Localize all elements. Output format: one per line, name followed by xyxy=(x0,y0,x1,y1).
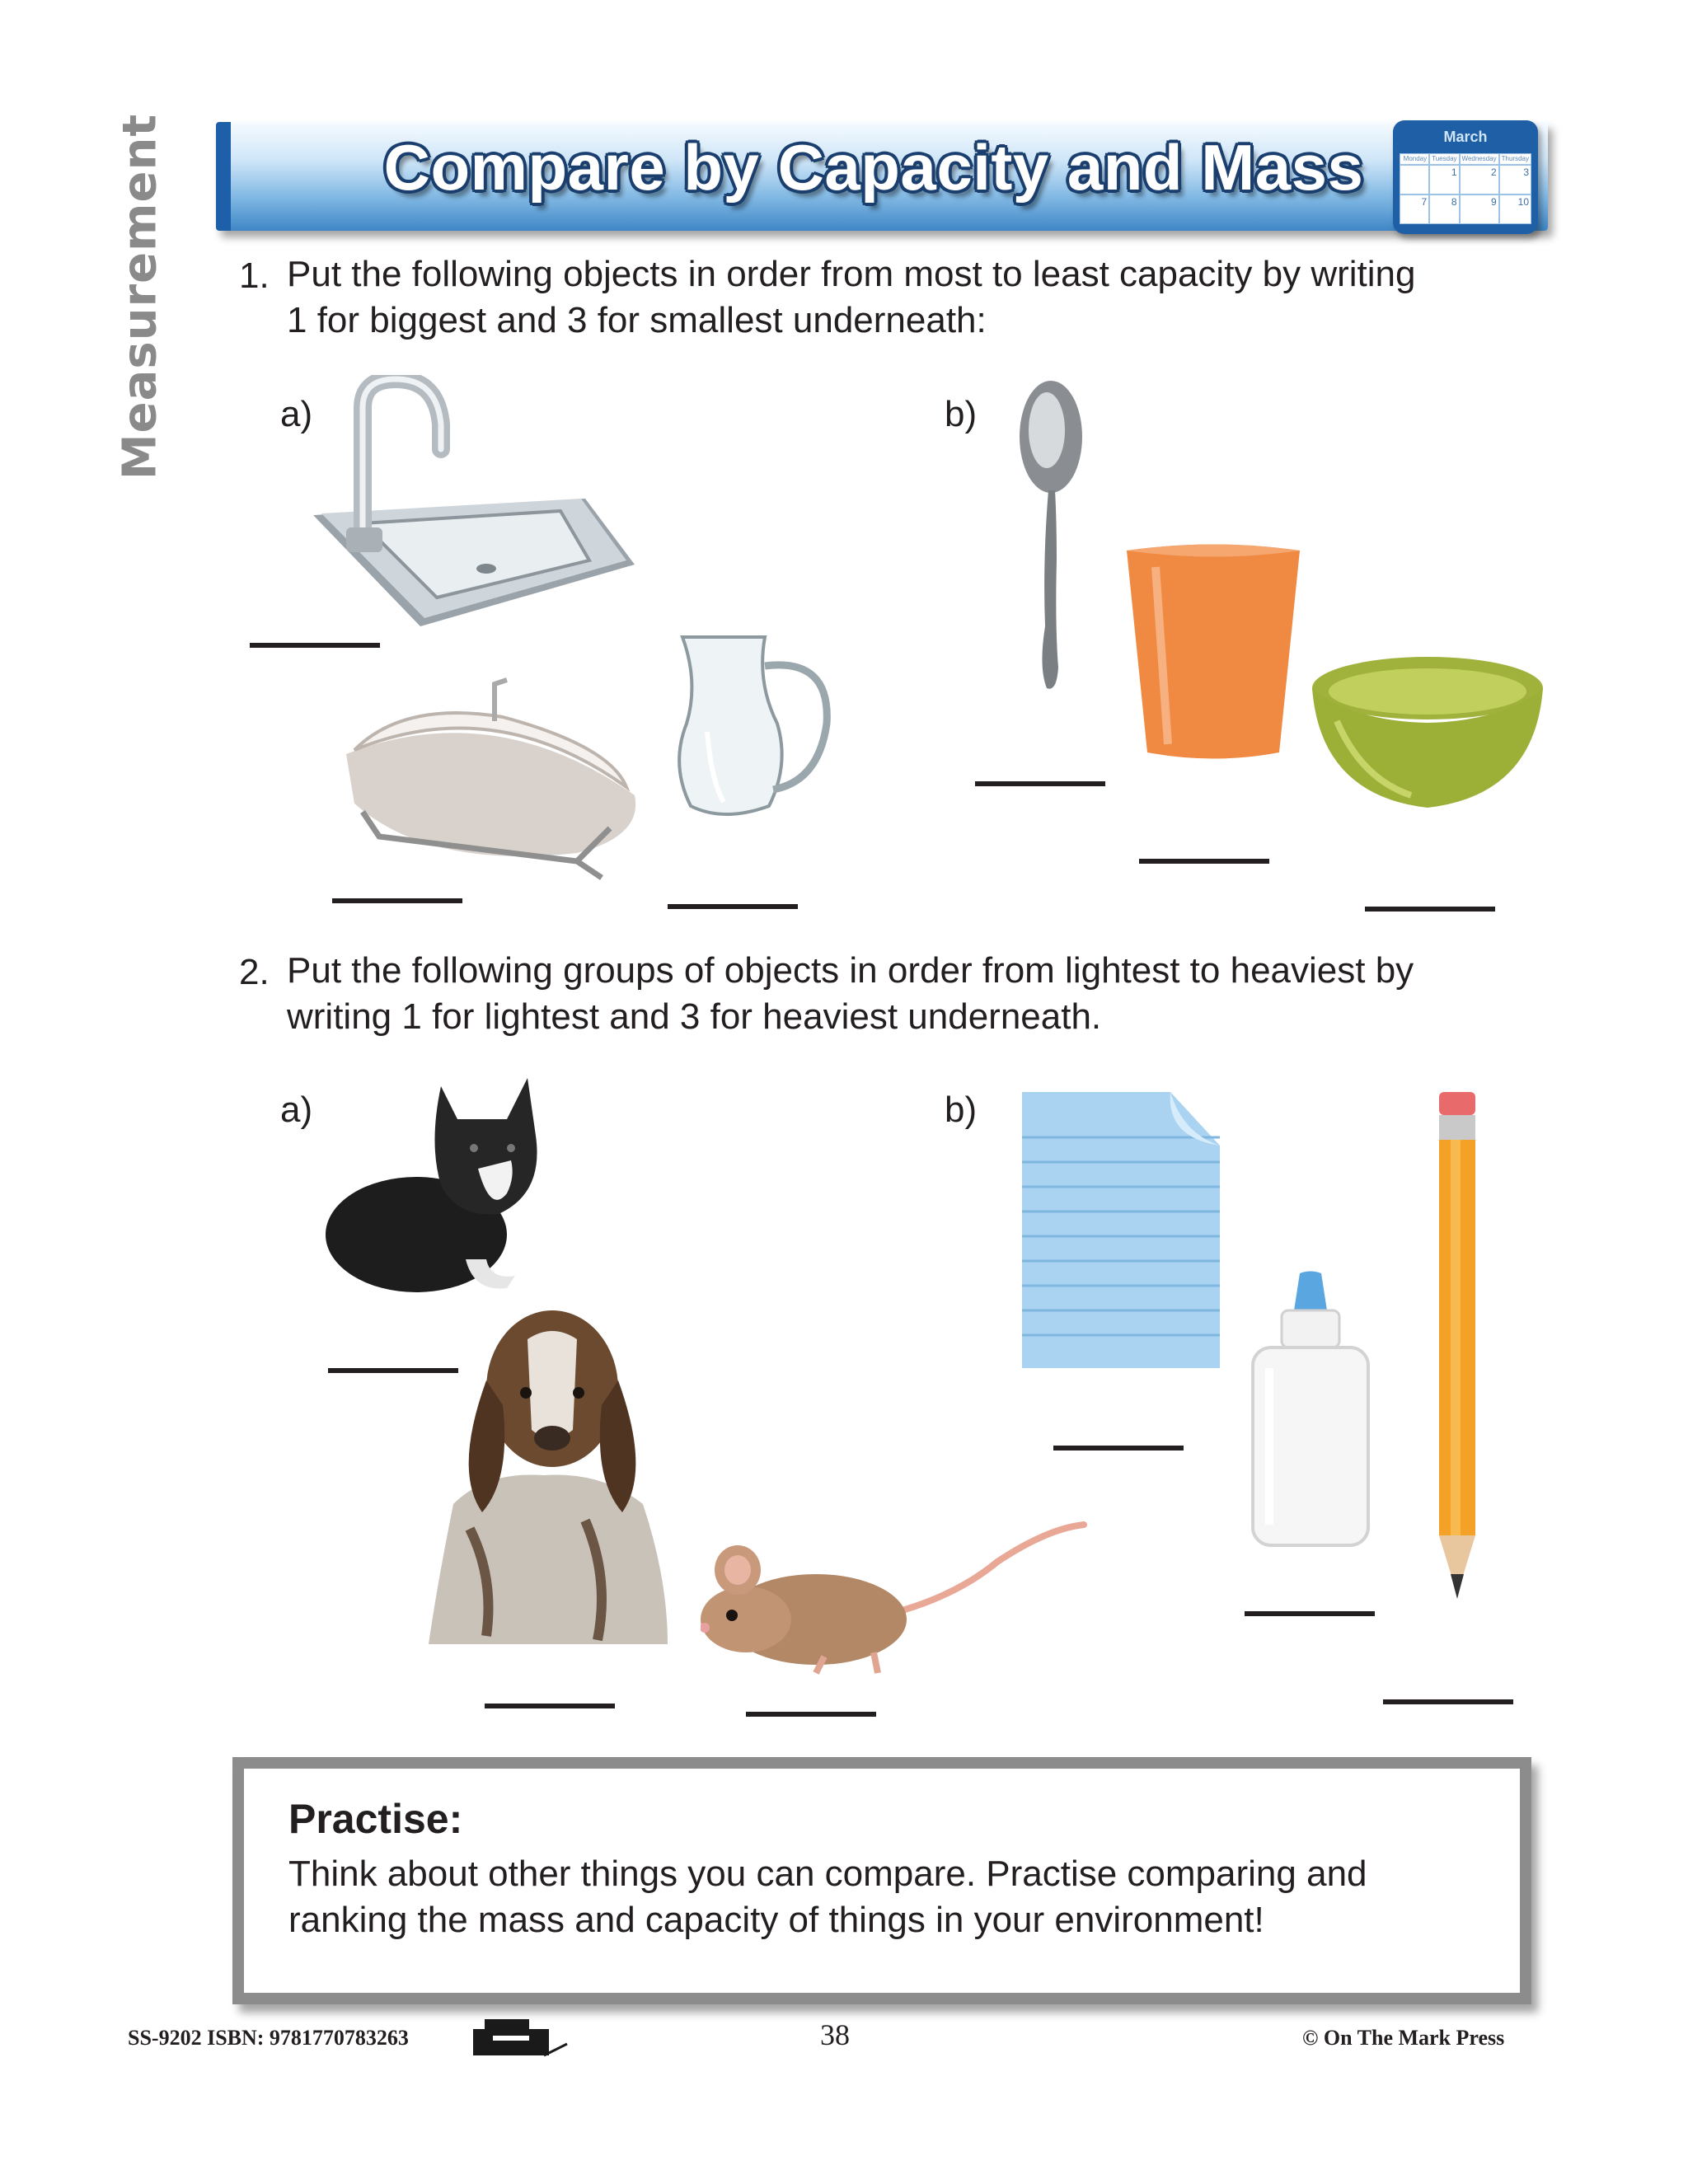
side-label-text: Measurement xyxy=(113,113,167,480)
question-1-line-1: Put the following objects in order from most to least capacity by writing xyxy=(287,254,1416,294)
sink-icon xyxy=(313,375,643,630)
calendar-date: 3 xyxy=(1499,165,1531,194)
footer-code: SS-9202 ISBN: 9781770783263 xyxy=(128,2026,409,2050)
answer-blank[interactable] xyxy=(485,1704,615,1708)
answer-blank[interactable] xyxy=(668,904,798,909)
bowl-icon xyxy=(1304,655,1551,812)
question-1-text xyxy=(287,251,1523,344)
cup-icon xyxy=(1123,542,1304,765)
question-2-line-2: writing 1 for lightest and 3 for heaviest underneath. xyxy=(287,996,1102,1037)
spoon-icon xyxy=(1006,379,1096,696)
question-2-number: 2. xyxy=(239,952,270,992)
calendar-day-header: Monday xyxy=(1400,153,1429,165)
answer-blank[interactable] xyxy=(1383,1699,1513,1704)
question-2-line-1: Put the following groups of objects in order from lightest to heaviest by xyxy=(287,950,1414,991)
answer-blank[interactable] xyxy=(1139,859,1269,864)
practise-line-2: ranking the mass and capacity of things in your environment! xyxy=(288,1900,1264,1940)
answer-blank[interactable] xyxy=(1053,1446,1184,1451)
mouse-icon xyxy=(701,1512,1088,1677)
calendar-grid xyxy=(1400,153,1531,224)
calendar-date: 2 xyxy=(1460,165,1499,194)
bathtub-icon xyxy=(330,672,651,886)
calendar-date: 9 xyxy=(1460,194,1499,224)
page-title: Compare by Capacity and Mass xyxy=(383,131,1364,204)
calendar-day-header: Wednesday xyxy=(1460,153,1499,165)
glue-bottle-icon xyxy=(1249,1269,1372,1549)
publisher-logo-icon xyxy=(471,2018,569,2059)
practise-title: Practise: xyxy=(288,1796,463,1842)
page-number: 38 xyxy=(820,2018,850,2051)
answer-blank[interactable] xyxy=(250,643,380,648)
pencil-icon xyxy=(1432,1088,1482,1607)
calendar-day-header: Tuesday xyxy=(1429,153,1459,165)
notepad-icon xyxy=(1018,1088,1224,1372)
answer-blank[interactable] xyxy=(1365,907,1495,912)
calendar-date: 7 xyxy=(1400,194,1429,224)
pitcher-icon xyxy=(666,633,839,823)
calendar-date xyxy=(1400,165,1429,194)
calendar-month: March xyxy=(1443,129,1488,145)
calendar-date: 10 xyxy=(1499,194,1531,224)
question-1a-label: a) xyxy=(280,394,313,434)
footer-copyright: © On The Mark Press xyxy=(1302,2026,1505,2050)
dog-icon xyxy=(420,1306,684,1652)
question-1-number: 1. xyxy=(239,255,270,296)
question-1-line-2: 1 for biggest and 3 for smallest underneath: xyxy=(287,300,987,340)
answer-blank[interactable] xyxy=(332,898,462,903)
question-2a-label: a) xyxy=(280,1090,313,1130)
practise-text xyxy=(288,1851,1475,1943)
calendar-date: 1 xyxy=(1429,165,1459,194)
answer-blank[interactable] xyxy=(1245,1611,1375,1616)
question-2b-label: b) xyxy=(945,1090,978,1130)
answer-blank[interactable] xyxy=(975,781,1105,786)
side-label xyxy=(113,113,167,480)
question-2-text xyxy=(287,948,1523,1040)
answer-blank[interactable] xyxy=(746,1712,876,1717)
question-1b-label: b) xyxy=(945,394,978,434)
cat-icon xyxy=(317,1070,565,1301)
practise-line-1: Think about other things you can compare. Practise comparing and xyxy=(288,1854,1367,1894)
calendar-day-header: Thursday xyxy=(1499,153,1531,165)
calendar-date: 8 xyxy=(1429,194,1459,224)
calendar-icon xyxy=(1393,120,1538,234)
